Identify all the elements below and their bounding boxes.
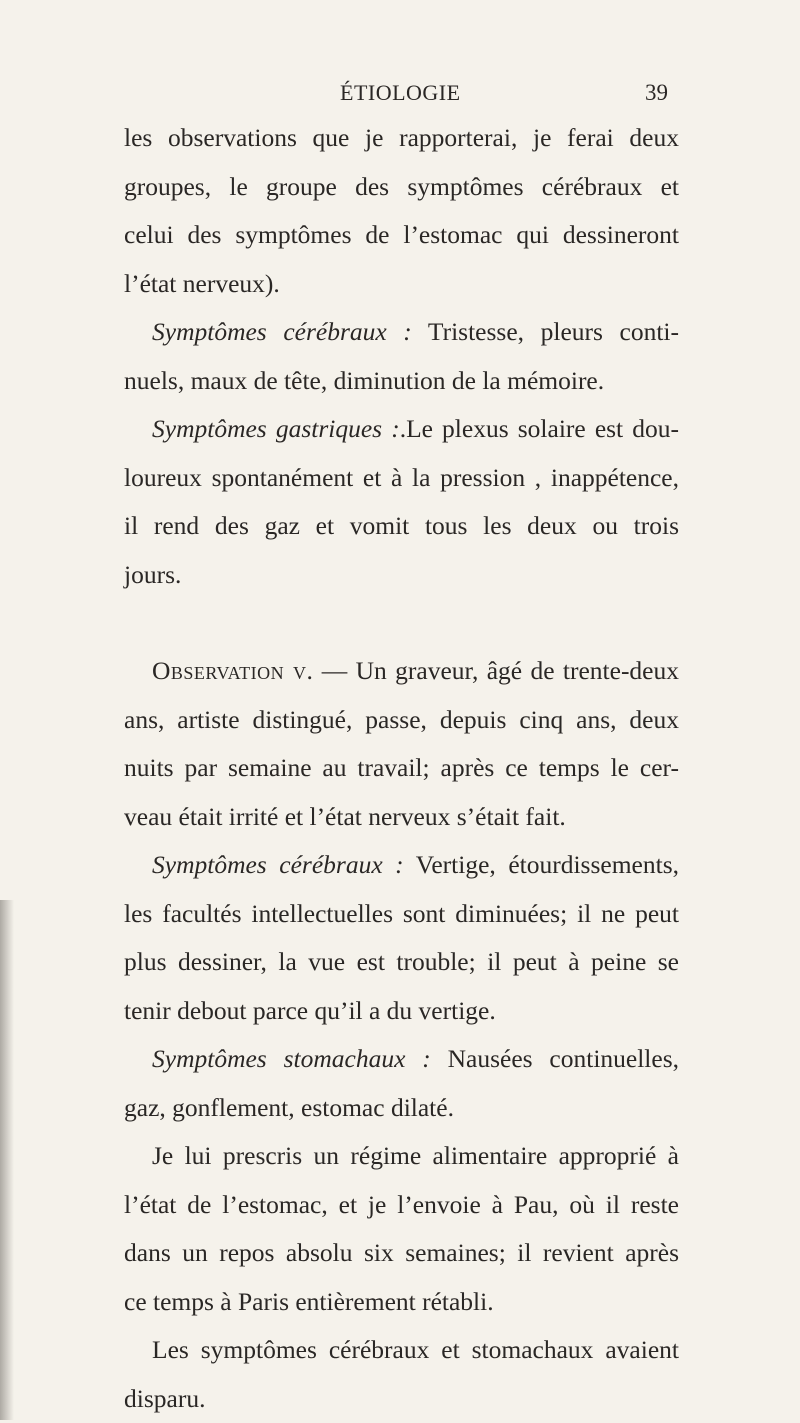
text-line: il rend des gaz et vomit tous les deux ou trois (124, 502, 679, 551)
symptom-label: Symptômes stomachaux : (152, 1044, 431, 1073)
text-line: les observations que je rapporterai, je ferai deux (124, 114, 679, 163)
text-line: plus dessiner, la vue est trouble; il peut à peine se (124, 938, 679, 987)
text-line: celui des symptômes de l’estomac qui dessineront (124, 211, 679, 260)
text-line: dans un repos absolu six semaines; il revient après (124, 1229, 679, 1278)
text-line: jours. (124, 551, 679, 600)
text-line: groupes, le groupe des symptômes cérébraux et (124, 163, 679, 212)
body-text (124, 114, 679, 1423)
paragraph-line (124, 308, 679, 357)
observation-heading: Observation v. (152, 656, 313, 685)
paragraph-line (124, 405, 679, 454)
text-run: Vertige, étourdissements, (416, 850, 679, 879)
text-line: l’état nerveux). (124, 260, 679, 309)
paragraph-line: Les symptômes cérébraux et stomachaux avaient (124, 1326, 679, 1375)
symptom-label: Symptômes cérébraux : (152, 317, 412, 346)
text-line: les facultés intellectuelles sont diminuées; il ne peut (124, 890, 679, 939)
text-line: nuels, maux de tête, diminution de la mémoire. (124, 357, 679, 406)
text-line: nuits par semaine au travail; après ce temps le cer- (124, 744, 679, 793)
symptom-label: Symptômes gastriques : (152, 414, 400, 443)
text-run: .Le plexus solaire est dou- (400, 414, 679, 443)
text-run: Nausées continuelles, (448, 1044, 679, 1073)
text-line: tenir debout parce qu’il a du vertige. (124, 987, 679, 1036)
paragraph-gap (124, 599, 679, 647)
page-number: 39 (645, 80, 668, 106)
running-title: ÉTIOLOGIE (340, 80, 461, 106)
text-line: ans, artiste distingué, passe, depuis cinq ans, deux (124, 696, 679, 745)
paragraph-line (124, 841, 679, 890)
text-line: ce temps à Paris entièrement rétabli. (124, 1278, 679, 1327)
text-line: disparu. (124, 1375, 679, 1423)
binding-shadow (0, 900, 14, 1420)
text-line: l’état de l’estomac, et je l’envoie à Pau, où il reste (124, 1181, 679, 1230)
text-line: gaz, gonflement, estomac dilaté. (124, 1084, 679, 1133)
text-run: Tristesse, pleurs conti- (428, 317, 679, 346)
text-line: loureux spontanément et à la pression , inappétence, (124, 454, 679, 503)
paragraph-line (124, 1035, 679, 1084)
text-run: — Un graveur, âgé de trente-deux (322, 656, 679, 685)
symptom-label: Symptômes cérébraux : (152, 850, 404, 879)
text-line: veau était irrité et l’état nerveux s’était fait. (124, 793, 679, 842)
paragraph-line: Je lui prescris un régime alimentaire approprié à (124, 1132, 679, 1181)
paragraph-line (124, 647, 679, 696)
